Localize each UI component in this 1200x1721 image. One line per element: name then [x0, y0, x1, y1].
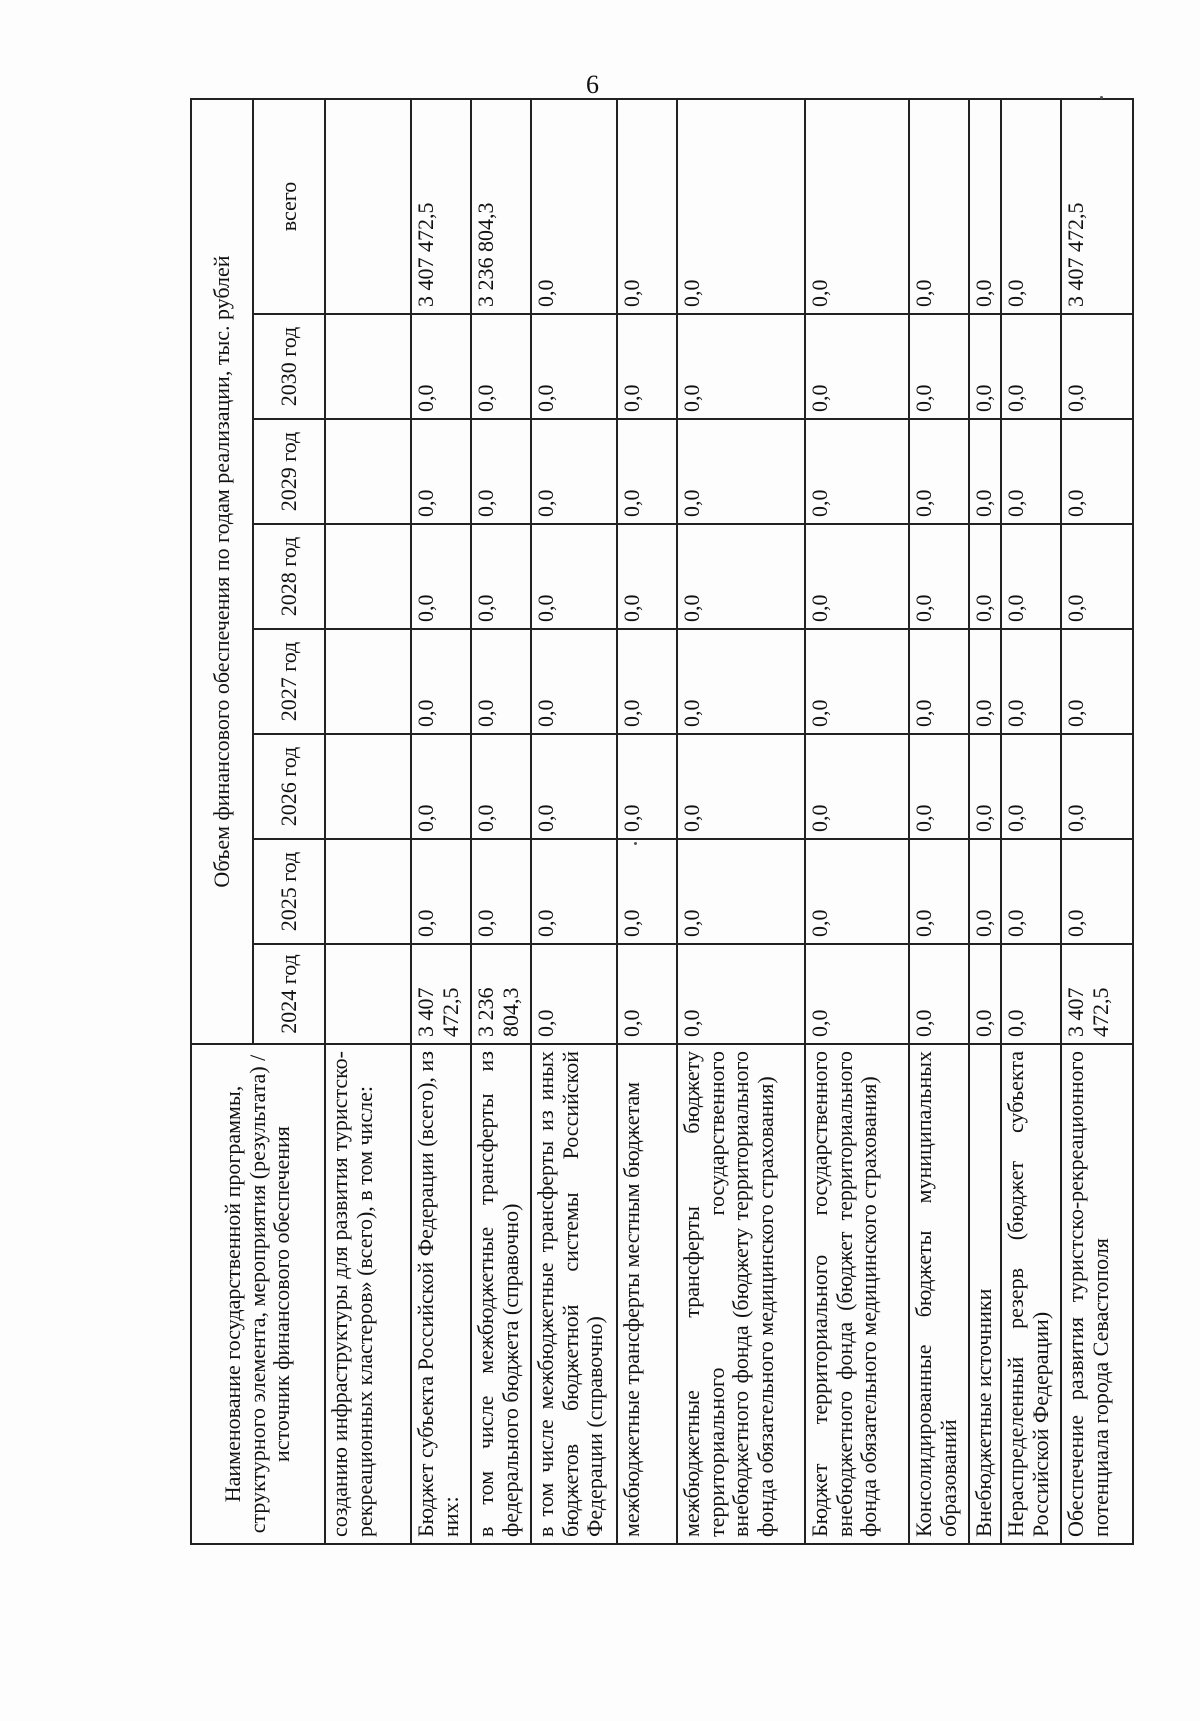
row-value: 0,0	[909, 524, 969, 629]
row-value: 0,0	[805, 944, 909, 1044]
row-value: 0,0	[617, 419, 677, 524]
table-row	[325, 99, 411, 1544]
row-value: 0,0	[471, 734, 531, 839]
row-value: 0,0	[909, 314, 969, 419]
row-value	[325, 839, 411, 944]
row-value: 0,0	[471, 524, 531, 629]
row-value: 0,0	[677, 419, 805, 524]
row-value: 0,0	[531, 314, 617, 419]
row-value: 0,0	[531, 629, 617, 734]
row-value: 0,0	[969, 314, 1001, 419]
row-name: созданию инфраструктуры для развития туристско-рекреационных кластеров» (всего), в том числе:	[325, 1044, 411, 1544]
row-value: 0,0	[969, 524, 1001, 629]
row-value: 0,0	[1001, 629, 1061, 734]
table-row	[909, 99, 969, 1544]
row-value: 0,0	[1001, 839, 1061, 944]
row-value: 0,0	[471, 419, 531, 524]
table-row	[471, 99, 531, 1544]
row-value: 0,0	[909, 419, 969, 524]
row-name: межбюджетные трансферты местным бюджетам	[617, 1044, 677, 1544]
row-value: 0,0	[531, 839, 617, 944]
table-row	[411, 99, 471, 1544]
row-value: 0,0	[805, 314, 909, 419]
row-name: Нераспределенный резерв (бюджет субъекта Российской Федерации)	[1001, 1044, 1061, 1544]
header-year: 2028 год	[253, 524, 325, 629]
row-value: 0,0	[969, 944, 1001, 1044]
row-value: 0,0	[677, 314, 805, 419]
row-value: 0,0	[617, 99, 677, 314]
header-year: 2027 год	[253, 629, 325, 734]
row-value: 0,0	[805, 629, 909, 734]
header-year: 2024 год	[253, 944, 325, 1044]
row-value: 0,0	[677, 839, 805, 944]
row-value: 3 407 472,5	[411, 944, 471, 1044]
row-value: 0,0	[1001, 99, 1061, 314]
row-name: Бюджет территориального государственного внебюджетного фонда (бюджет территориального фонда обязательного медицинского страхования)	[805, 1044, 909, 1544]
header-name-column: Наименование государственной программы, структурного элемента, мероприятия (результата) / источник финансового обеспечения	[191, 1044, 325, 1544]
row-value: 0,0	[969, 734, 1001, 839]
scan-speck	[634, 842, 637, 845]
row-value: 0,0	[1001, 524, 1061, 629]
row-value	[325, 524, 411, 629]
row-value	[325, 629, 411, 734]
row-value	[325, 99, 411, 314]
row-value: 0,0	[471, 839, 531, 944]
row-value: 0,0	[411, 524, 471, 629]
row-name: Бюджет субъекта Российской Федерации (всего), из них:	[411, 1044, 471, 1544]
row-value: 0,0	[411, 314, 471, 419]
rotated-table-area	[190, 100, 1113, 1545]
row-value: 3 407 472,5	[411, 99, 471, 314]
row-value: 3 236 804,3	[471, 944, 531, 1044]
row-value: 0,0	[805, 734, 909, 839]
row-value: 0,0	[969, 629, 1001, 734]
row-value: 0,0	[677, 734, 805, 839]
row-value: 0,0	[969, 419, 1001, 524]
row-value: 0,0	[909, 839, 969, 944]
page-number: 6	[586, 70, 599, 99]
row-value: 0,0	[531, 419, 617, 524]
row-name: Консолидированные бюджеты муниципальных образований	[909, 1044, 969, 1544]
row-value: 0,0	[411, 419, 471, 524]
row-value: 0,0	[805, 99, 909, 314]
header-volume: Объем финансового обеспечения по годам реализации, тыс. рублей	[191, 99, 253, 1044]
row-value: 3 407 472,5	[1061, 99, 1133, 314]
row-value: 0,0	[909, 734, 969, 839]
header-year: 2025 год	[253, 839, 325, 944]
row-value	[325, 419, 411, 524]
row-value: 0,0	[617, 944, 677, 1044]
row-value: 0,0	[1001, 419, 1061, 524]
row-value: 0,0	[617, 734, 677, 839]
row-value: 0,0	[1001, 314, 1061, 419]
scan-speck	[1100, 96, 1103, 99]
table-row	[969, 99, 1001, 1544]
table-row	[531, 99, 617, 1544]
row-value: 0,0	[805, 524, 909, 629]
table-row	[1061, 99, 1133, 1544]
row-value: 0,0	[909, 629, 969, 734]
row-value: 0,0	[617, 314, 677, 419]
row-value: 0,0	[677, 524, 805, 629]
row-value: 0,0	[531, 524, 617, 629]
row-value	[325, 944, 411, 1044]
row-value: 0,0	[1001, 944, 1061, 1044]
row-value: 0,0	[531, 734, 617, 839]
row-value: 0,0	[617, 839, 677, 944]
row-value: 0,0	[805, 839, 909, 944]
header-year: 2030 год	[253, 314, 325, 419]
financing-table	[190, 98, 1134, 1545]
header-year: 2029 год	[253, 419, 325, 524]
header-year: всего	[253, 99, 325, 314]
table-wrapper	[190, 100, 1113, 1545]
header-year: 2026 год	[253, 734, 325, 839]
row-value: 0,0	[1001, 734, 1061, 839]
row-value: 0,0	[677, 629, 805, 734]
row-value: 0,0	[1061, 629, 1133, 734]
row-value	[325, 314, 411, 419]
row-value: 0,0	[411, 734, 471, 839]
table-row	[1001, 99, 1061, 1544]
row-value: 0,0	[617, 629, 677, 734]
row-value: 0,0	[411, 839, 471, 944]
table-row	[805, 99, 909, 1544]
row-value: 0,0	[805, 419, 909, 524]
table-row	[617, 99, 677, 1544]
row-value: 0,0	[969, 839, 1001, 944]
row-value: 0,0	[531, 944, 617, 1044]
row-value: 0,0	[677, 99, 805, 314]
row-value: 0,0	[1061, 524, 1133, 629]
row-value: 3 407 472,5	[1061, 944, 1133, 1044]
row-value: 0,0	[1061, 419, 1133, 524]
row-value: 0,0	[531, 99, 617, 314]
row-value: 0,0	[909, 944, 969, 1044]
row-value: 3 236 804,3	[471, 99, 531, 314]
row-name: в том числе межбюджетные трансферты из иных бюджетов бюджетной системы Российской Федерации (справочно)	[531, 1044, 617, 1544]
row-value	[325, 734, 411, 839]
row-name: межбюджетные трансферты бюджету территориального государственного внебюджетного фонда (бюджету территориального фонда обязательного медицинского страхования)	[677, 1044, 805, 1544]
row-name: в том числе межбюджетные трансферты из федерального бюджета (справочно)	[471, 1044, 531, 1544]
row-value: 0,0	[1061, 314, 1133, 419]
row-value: 0,0	[471, 629, 531, 734]
row-value: 0,0	[411, 629, 471, 734]
row-value: 0,0	[677, 944, 805, 1044]
row-value: 0,0	[617, 524, 677, 629]
row-value: 0,0	[909, 99, 969, 314]
row-value: 0,0	[471, 314, 531, 419]
row-value: 0,0	[969, 99, 1001, 314]
table-row	[677, 99, 805, 1544]
row-value: 0,0	[1061, 839, 1133, 944]
row-name: Обеспечение развития туристско-рекреационного потенциала города Севастополя	[1061, 1044, 1133, 1544]
row-value: 0,0	[1061, 734, 1133, 839]
row-name: Внебюджетные источники	[969, 1044, 1001, 1544]
